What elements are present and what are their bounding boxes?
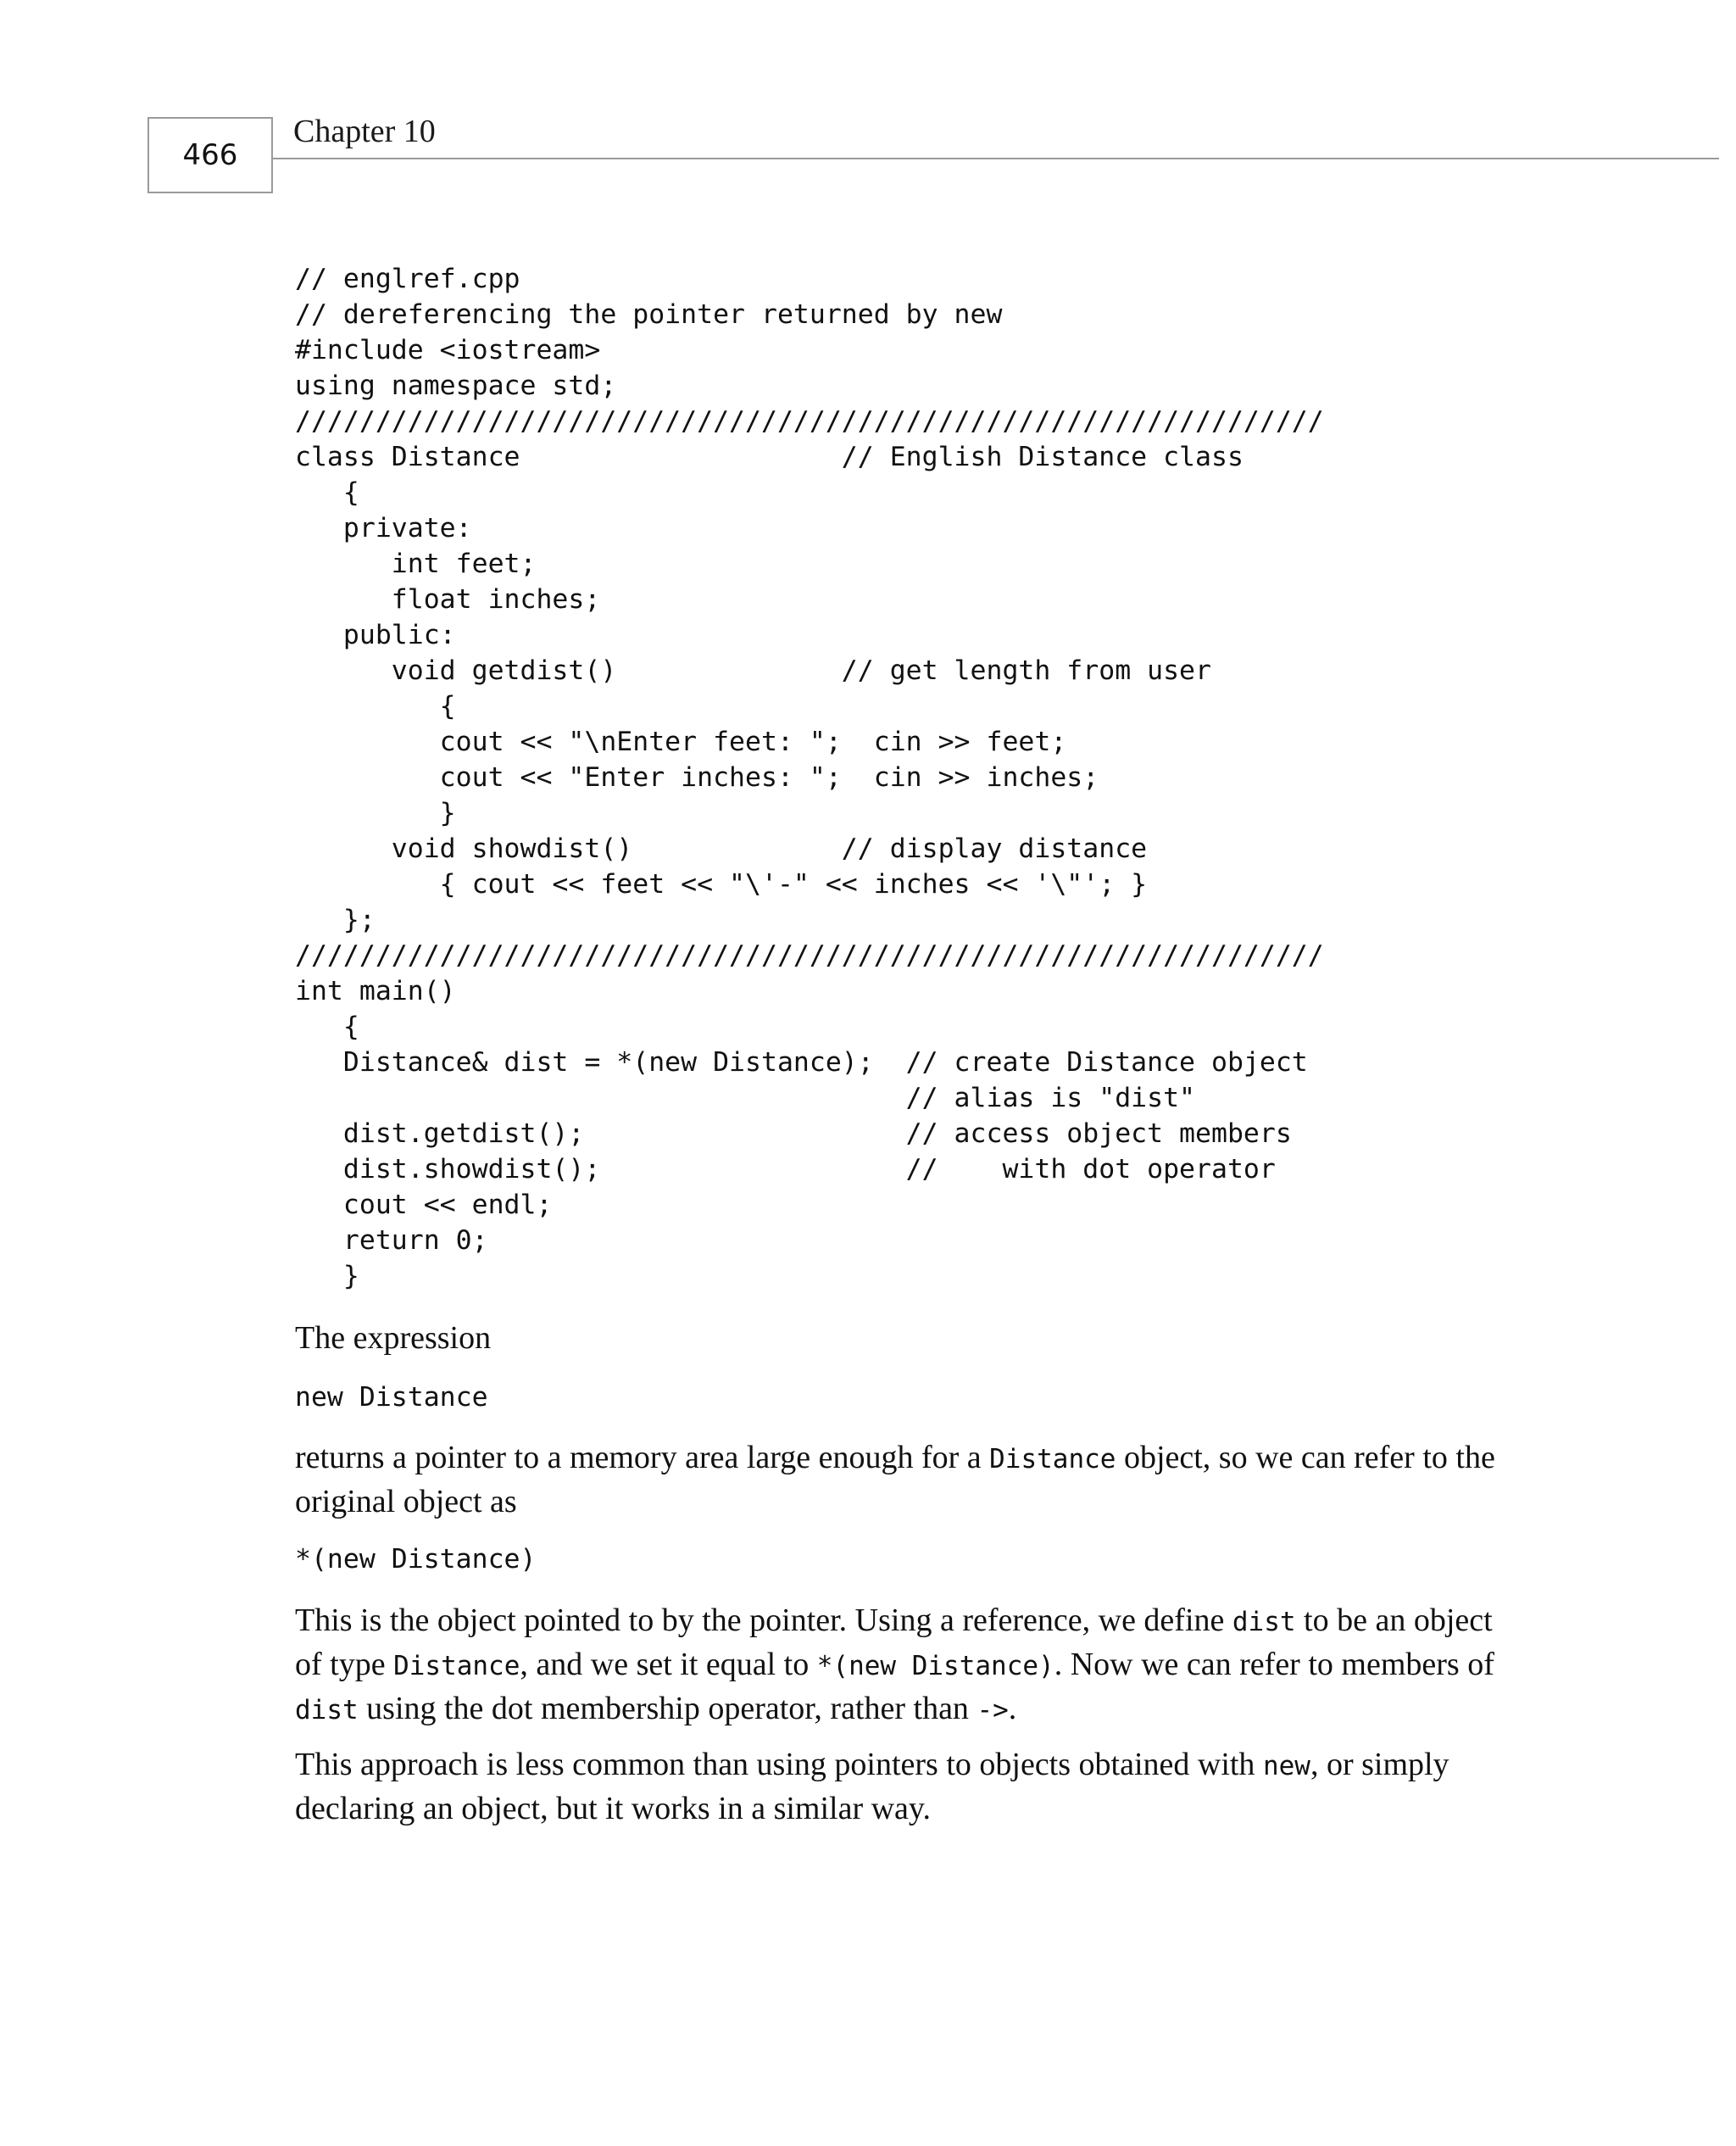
inline-code: Distance <box>393 1651 520 1681</box>
inline-code: dist <box>1232 1607 1296 1637</box>
inline-code: Distance <box>989 1444 1116 1474</box>
paragraph-text: . Now we can refer to members of <box>1054 1647 1494 1682</box>
paragraph-text: using the dot membership operator, rather than <box>358 1691 977 1726</box>
header-rule <box>273 158 1719 159</box>
code-snippet: new Distance <box>295 1382 488 1413</box>
body-paragraph <box>295 1599 1516 1731</box>
paragraph-text: . <box>1008 1691 1017 1726</box>
body-paragraph <box>295 1317 1516 1359</box>
code-snippet: *(new Distance) <box>295 1544 537 1575</box>
inline-code: *(new Distance) <box>816 1651 1054 1681</box>
body-paragraph <box>295 1436 1516 1523</box>
page-number: 466 <box>147 117 273 193</box>
paragraph-text: This approach is less common than using pointers to objects obtained with <box>295 1747 1263 1782</box>
inline-code: -> <box>976 1695 1009 1725</box>
chapter-heading: Chapter 10 <box>293 114 436 149</box>
paragraph-text: The expression <box>295 1320 492 1356</box>
paragraph-text: , and we set it equal to <box>520 1647 817 1682</box>
inline-code: new <box>1262 1751 1310 1781</box>
paragraph-text: to be an object of type <box>295 1603 1493 1682</box>
paragraph-text: , or simply declaring an object, but it works in a similar way. <box>295 1747 1449 1826</box>
inline-code: dist <box>295 1695 359 1725</box>
paragraph-text: This is the object pointed to by the pointer. Using a reference, we define <box>295 1603 1232 1638</box>
paragraph-text: returns a pointer to a memory area large enough for a <box>295 1440 990 1475</box>
body-paragraph <box>295 1743 1516 1830</box>
code-listing: // englref.cpp // dereferencing the pointer returned by new #include <iostream> using namespace std; //////////////////////////////////////////////////////////////// class Distance // English Distance class { private: int feet; float inches; public: void getdist() // get length from user { cout << "\nEnter feet: "; cin >> feet; cout << "Enter inches: "; cin >> inches; } void showdist() // display distance { cout << feet << "\'-" << inches << '\"'; } }; //////////////////////////////////////////////////////////////// int main() { Distance& dist = *(new Distance); // create Distance object // alias is "dist" dist.getdist(); // access object members dist.showdist(); // with dot operator cout << endl; return 0; } <box>295 264 1324 1291</box>
paragraph-text: object, so we can refer to the original object as <box>295 1440 1495 1519</box>
